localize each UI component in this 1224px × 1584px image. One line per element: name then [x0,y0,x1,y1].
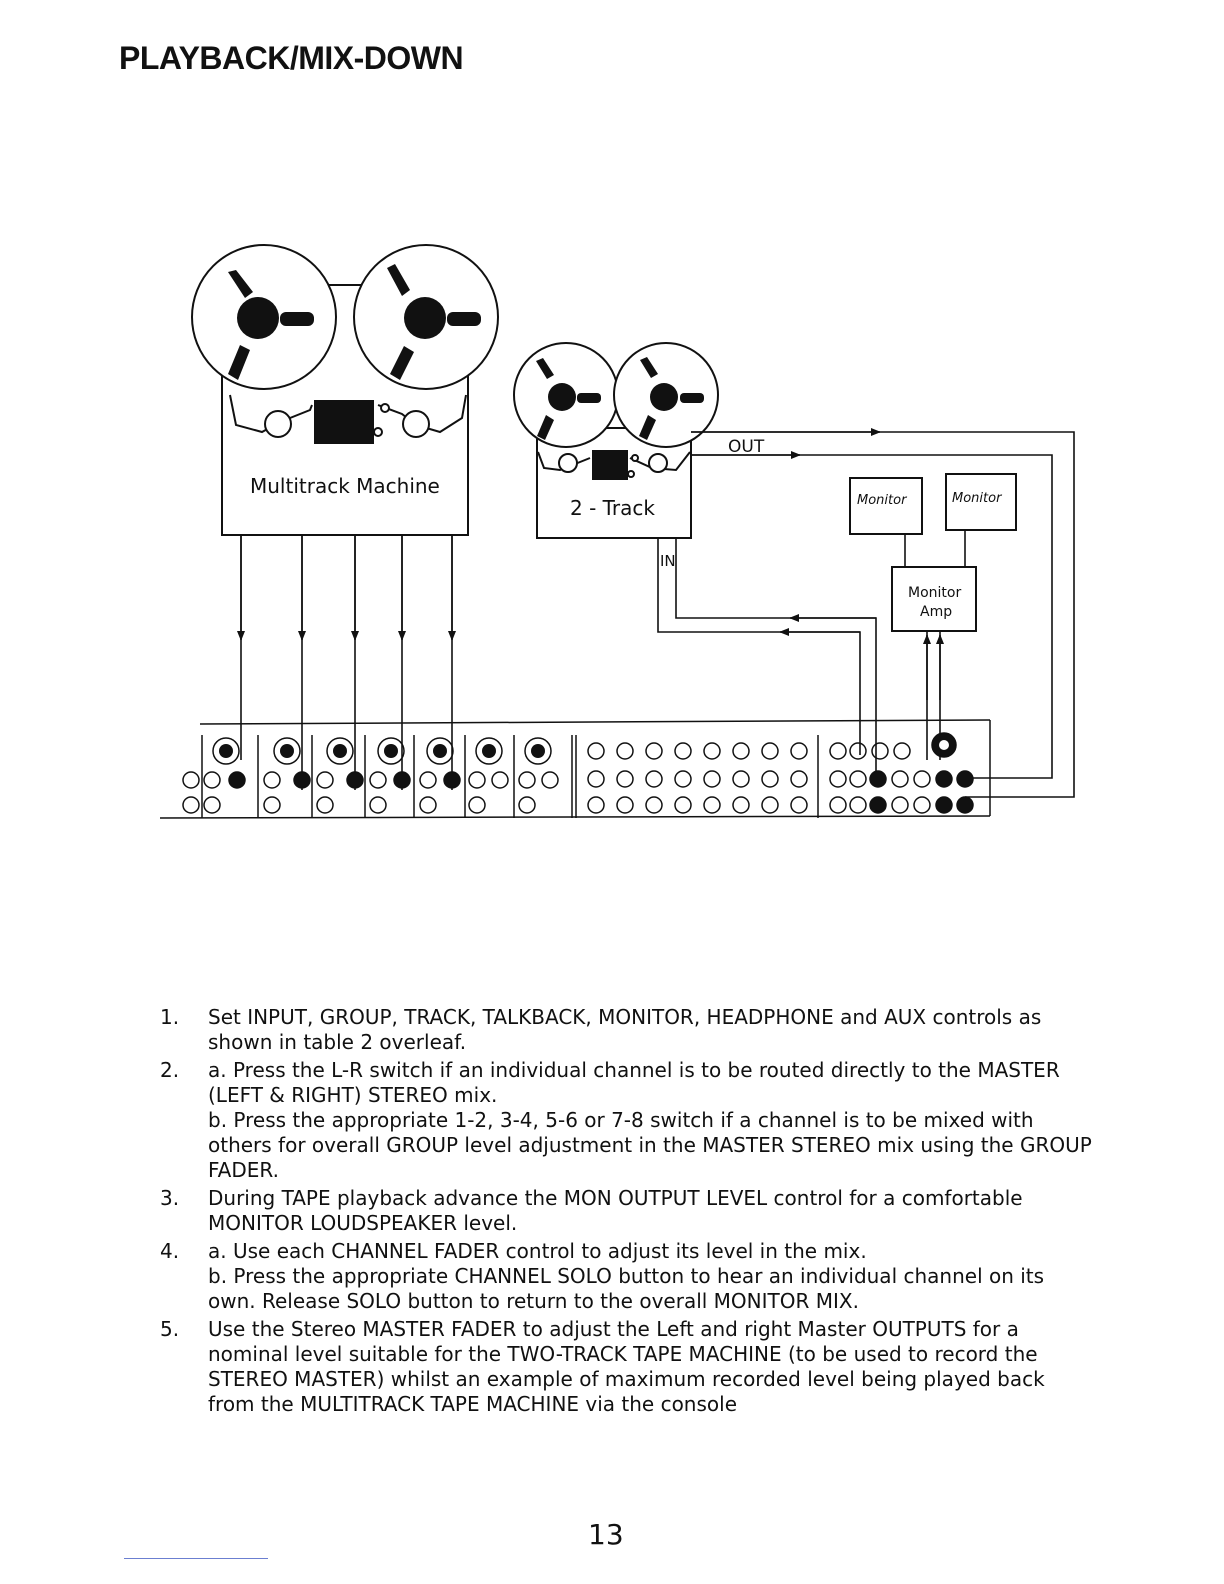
instruction-item [160,1005,1095,1055]
instruction-number: 2. [160,1058,180,1082]
instruction-text: During TAPE playback advance the MON OUTPUT LEVEL control for a comfortable MONITOR LOUDSPEAKER level. [208,1186,1023,1235]
monitor-right [946,474,1016,530]
monitor-left-label: Monitor [857,493,907,508]
multitrack-label: Multitrack Machine [250,474,440,498]
instruction-number: 1. [160,1005,180,1029]
page-number: 13 [588,1518,624,1551]
page-title: PLAYBACK/MIX-DOWN [119,40,464,76]
two-track-label: 2 - Track [570,496,655,520]
monitor-amp-label-line-2: Amp [920,604,953,620]
monitor-amp-label-line-1: Monitor [908,585,962,601]
out-label: OUT [728,437,765,457]
instruction-text: b. Press the appropriate CHANNEL SOLO button to hear an individual channel on its own. Release SOLO button to return to the overall MONITOR MIX. [208,1264,1045,1313]
instruction-text: b. Press the appropriate 1-2, 3-4, 5-6 or 7-8 switch if a channel is to be mixed with others for overall GROUP level adjustment in the MASTER STEREO mix using the GROUP FADER. [208,1108,1092,1182]
console-rear-panel [160,720,990,818]
group-jacks [588,743,807,813]
instruction-item [160,1058,1095,1183]
instruction-text: a. Press the L-R switch if an individual channel is to be routed directly to the MASTER (LEFT & RIGHT) STEREO mix. [208,1058,1060,1107]
instruction-text: Use the Stereo MASTER FADER to adjust the Left and right Master OUTPUTS for a nominal level suitable for the TWO-TRACK TAPE MACHINE (to be used to record the STEREO MASTER) whilst an example of maximum recorded level being played back from the MULTITRACK TAPE MACHINE via the console [208,1317,1045,1416]
footer-rule [124,1558,268,1559]
instruction-text: a. Use each CHANNEL FADER control to adjust its level in the mix. [208,1239,867,1263]
reel-right-icon [354,245,498,389]
monitor-right-label: Monitor [952,491,1002,506]
xlr-inputs [213,738,551,764]
monitor-left [850,478,922,534]
small-reel-left-icon [514,343,618,447]
instructions-list [160,1005,1095,1420]
in-label: IN [660,552,676,570]
instruction-number: 3. [160,1186,180,1210]
monitor-amp [892,567,976,631]
master-jacks [830,733,973,813]
reel-left-icon [192,245,336,389]
instruction-item [160,1317,1095,1417]
instruction-number: 5. [160,1317,180,1341]
instruction-item [160,1186,1095,1236]
channel-jacks [183,772,558,813]
instruction-text: Set INPUT, GROUP, TRACK, TALKBACK, MONITOR, HEADPHONE and AUX controls as shown in table 2 overleaf. [208,1005,1042,1054]
instruction-item [160,1239,1095,1314]
instruction-number: 4. [160,1239,180,1263]
